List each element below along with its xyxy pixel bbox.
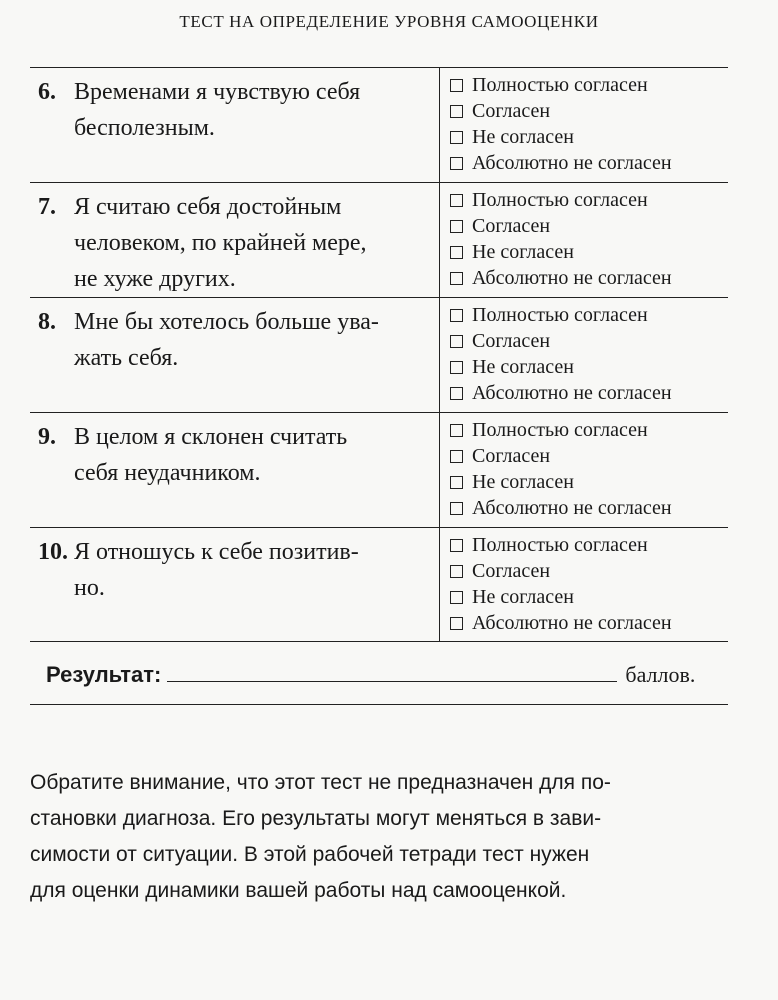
checkbox-icon[interactable] [450, 194, 463, 207]
question-text-line: Я считаю себя достойным [74, 194, 342, 220]
checkbox-icon[interactable] [450, 309, 463, 322]
option-disagree[interactable] [450, 469, 728, 495]
question-cell [30, 68, 440, 182]
option-label: Полностью согласен [472, 534, 648, 556]
checkbox-icon[interactable] [450, 335, 463, 348]
option-fully-agree[interactable] [450, 532, 728, 558]
checkbox-icon[interactable] [450, 565, 463, 578]
result-unit: баллов. [625, 662, 696, 687]
question-number: 7. [38, 194, 56, 220]
question-text-line: бесполезным. [74, 115, 215, 141]
option-label: Не согласен [472, 126, 574, 148]
option-label: Согласен [472, 100, 551, 122]
question-text-line: себя неудачником. [74, 460, 261, 486]
note-line: Обратите внимание, что этот тест не предназначен для по- [30, 771, 611, 794]
result-label: Результат: [46, 662, 162, 687]
answer-options [440, 413, 728, 527]
option-label: Не согласен [472, 586, 574, 608]
question-text-line: жать себя. [74, 345, 179, 371]
option-agree[interactable] [450, 328, 728, 354]
option-label: Согласен [472, 330, 551, 352]
result-input-line[interactable] [167, 663, 617, 682]
question-text [74, 534, 435, 641]
option-agree[interactable] [450, 213, 728, 239]
question-row [30, 68, 728, 183]
question-cell [30, 413, 440, 527]
option-label: Не согласен [472, 356, 574, 378]
checkbox-icon[interactable] [450, 476, 463, 489]
answer-options [440, 528, 728, 641]
checkbox-icon[interactable] [450, 246, 463, 259]
checkbox-icon[interactable] [450, 105, 463, 118]
question-text [74, 189, 435, 297]
checkbox-icon[interactable] [450, 450, 463, 463]
option-label: Согласен [472, 215, 551, 237]
question-text-line: Я отношусь к себе позитив- [74, 539, 359, 565]
option-label: Полностью согласен [472, 419, 648, 441]
question-row [30, 528, 728, 642]
option-label: Полностью согласен [472, 74, 648, 96]
option-agree[interactable] [450, 558, 728, 584]
question-text-line: человеком, по крайней мере, [74, 230, 367, 256]
divider [30, 704, 728, 705]
question-row [30, 183, 728, 298]
option-agree[interactable] [450, 443, 728, 469]
checkbox-icon[interactable] [450, 502, 463, 515]
note-paragraph [30, 765, 728, 909]
option-label: Полностью согласен [472, 189, 648, 211]
option-strongly-disagree[interactable] [450, 265, 728, 291]
note-line: симости от ситуации. В этой рабочей тетради тест нужен [30, 843, 590, 866]
question-row [30, 413, 728, 528]
question-text [74, 419, 435, 527]
note-line: для оценки динамики вашей работы над самооценкой. [30, 879, 567, 902]
option-disagree[interactable] [450, 354, 728, 380]
result-row [30, 662, 728, 688]
option-label: Абсолютно не согласен [472, 152, 672, 174]
question-row [30, 298, 728, 413]
option-label: Абсолютно не согласен [472, 497, 672, 519]
option-fully-agree[interactable] [450, 187, 728, 213]
question-cell [30, 183, 440, 297]
question-text-line: не хуже других. [74, 266, 236, 292]
question-text-line: Мне бы хотелось больше ува- [74, 309, 379, 335]
option-disagree[interactable] [450, 239, 728, 265]
option-label: Согласен [472, 560, 551, 582]
option-label: Абсолютно не согласен [472, 612, 672, 634]
checkbox-icon[interactable] [450, 591, 463, 604]
option-strongly-disagree[interactable] [450, 610, 728, 636]
option-fully-agree[interactable] [450, 417, 728, 443]
option-strongly-disagree[interactable] [450, 380, 728, 406]
question-text [74, 304, 435, 412]
question-cell [30, 528, 440, 641]
option-fully-agree[interactable] [450, 302, 728, 328]
answer-options [440, 298, 728, 412]
answer-options [440, 183, 728, 297]
option-disagree[interactable] [450, 124, 728, 150]
question-cell [30, 298, 440, 412]
option-label: Абсолютно не согласен [472, 382, 672, 404]
option-fully-agree[interactable] [450, 72, 728, 98]
question-text-line: В целом я склонен считать [74, 424, 348, 450]
page-header: ТЕСТ НА ОПРЕДЕЛЕНИЕ УРОВНЯ САМООЦЕНКИ [179, 12, 599, 31]
checkbox-icon[interactable] [450, 131, 463, 144]
question-number: 8. [38, 309, 56, 335]
option-label: Не согласен [472, 241, 574, 263]
question-number: 10. [38, 539, 68, 565]
checkbox-icon[interactable] [450, 361, 463, 374]
option-strongly-disagree[interactable] [450, 150, 728, 176]
checkbox-icon[interactable] [450, 157, 463, 170]
checkbox-icon[interactable] [450, 387, 463, 400]
answer-options [440, 68, 728, 182]
question-text [74, 74, 435, 182]
question-number: 9. [38, 424, 56, 450]
question-text-line: но. [74, 575, 105, 601]
option-label: Согласен [472, 445, 551, 467]
option-label: Полностью согласен [472, 304, 648, 326]
questions-table [30, 67, 728, 642]
question-text-line: Временами я чувствую себя [74, 79, 361, 105]
checkbox-icon[interactable] [450, 272, 463, 285]
option-strongly-disagree[interactable] [450, 495, 728, 521]
checkbox-icon[interactable] [450, 617, 463, 630]
checkbox-icon[interactable] [450, 79, 463, 92]
option-label: Не согласен [472, 471, 574, 493]
checkbox-icon[interactable] [450, 539, 463, 552]
note-line: становки диагноза. Его результаты могут меняться в зави- [30, 807, 602, 830]
checkbox-icon[interactable] [450, 220, 463, 233]
option-disagree[interactable] [450, 584, 728, 610]
option-agree[interactable] [450, 98, 728, 124]
option-label: Абсолютно не согласен [472, 267, 672, 289]
checkbox-icon[interactable] [450, 424, 463, 437]
question-number: 6. [38, 79, 56, 105]
